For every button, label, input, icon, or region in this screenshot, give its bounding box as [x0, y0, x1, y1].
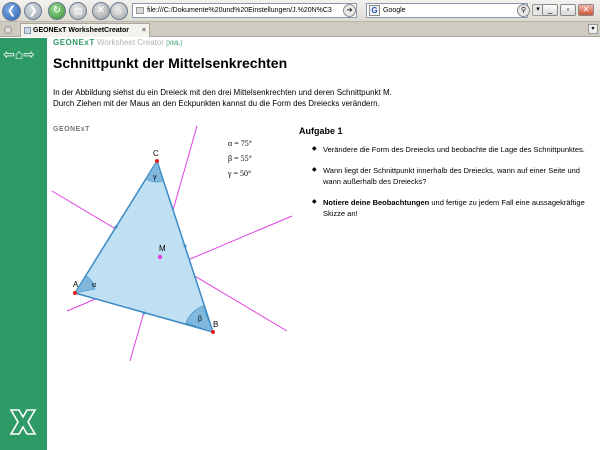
home-icon: ⌂	[116, 6, 122, 16]
point-a[interactable]	[73, 291, 77, 295]
google-icon[interactable]: G	[369, 5, 380, 16]
brand-geonext: GEONExT	[53, 38, 95, 47]
maximize-icon: ▫	[566, 5, 570, 14]
worksheet-nav-arrows[interactable]: ⇦⌂⇨	[3, 46, 35, 62]
tab-close-icon[interactable]: ×	[141, 27, 146, 34]
angle-beta-value: β = 55°	[228, 154, 252, 163]
close-window-button[interactable]	[578, 4, 594, 16]
task-item-text: und fertige zu jedem Fall eine aussagekräftige Skizze an!	[323, 198, 585, 218]
forward-arrow-icon: ❯	[28, 5, 38, 17]
minimize-button[interactable]	[542, 4, 558, 16]
stop-button[interactable]	[92, 2, 110, 20]
go-icon: ➔	[346, 7, 353, 14]
task-title: Aufgabe 1	[299, 126, 343, 136]
task-item	[299, 197, 589, 219]
page-title: Schnittpunkt der Mittelsenkrechten	[53, 55, 288, 71]
geometry-applet[interactable]	[47, 121, 297, 366]
search-placeholder: Google	[383, 7, 406, 14]
task-item-text: Verändere die Form des Dreiecks und beobachte die Lage des Schnittpunktes.	[323, 145, 585, 154]
geonext-x-icon	[9, 408, 37, 436]
sidebar	[0, 38, 47, 450]
file-icon	[136, 7, 144, 14]
search-input[interactable]	[366, 3, 528, 18]
maximize-button[interactable]	[560, 4, 576, 16]
search-icon: ⚲	[520, 7, 527, 14]
brand-xml[interactable]: [XML]	[166, 41, 182, 47]
print-icon: ▤	[73, 6, 83, 16]
home-button[interactable]	[110, 2, 128, 20]
angle-gamma-value: γ = 50°	[228, 169, 252, 178]
intro-line-1: In der Abbildung siehst du ein Dreieck mit den drei Mittelsenkrechten und deren Schnittpunkt M.	[53, 88, 392, 97]
label-b: B	[213, 320, 219, 329]
stop-icon: ✕	[96, 5, 106, 16]
search-button[interactable]	[517, 4, 530, 17]
task-item-text: Wann liegt der Schnittpunkt innerhalb des Dreiecks, wann auf einer Seite und wann außerhalb des Dreiecks?	[323, 166, 580, 186]
midpoint-ab	[143, 312, 146, 315]
label-c: C	[153, 149, 159, 158]
point-m	[158, 255, 162, 259]
tab-geonext-worksheet[interactable]	[20, 23, 150, 37]
midpoint-bc	[184, 245, 187, 248]
tab-bar	[0, 22, 600, 37]
address-text: file:///C:/Dokumente%20und%20Einstellungen/J.%20N%C3	[147, 7, 332, 14]
task-item-strong: Notiere deine Beobachtungen	[323, 198, 430, 207]
page-icon	[24, 27, 31, 34]
task-list	[299, 144, 589, 229]
address-bar[interactable]	[132, 3, 357, 18]
chevron-down-icon: ▾	[536, 6, 540, 13]
label-m: M	[159, 244, 166, 253]
task-item	[299, 144, 589, 155]
intro-line-2: Durch Ziehen mit der Maus an den Eckpunkten kannst du die Form des Dreiecks verändern.	[53, 99, 380, 108]
minimize-icon: _	[547, 5, 553, 14]
triangle-abc[interactable]	[75, 161, 213, 332]
tab-title: GEONExT WorksheetCreator	[33, 27, 129, 34]
tab-list-button[interactable]	[588, 24, 598, 34]
print-button[interactable]	[69, 2, 87, 20]
browser-toolbar	[0, 0, 600, 22]
forward-button[interactable]	[24, 2, 42, 20]
go-button[interactable]	[343, 4, 356, 17]
angle-alpha-value: α = 75°	[228, 139, 252, 148]
midpoint-ac	[115, 226, 118, 229]
chevron-down-icon: ▾	[591, 26, 595, 32]
back-button[interactable]	[2, 2, 21, 21]
point-b[interactable]	[211, 330, 215, 334]
new-tab-icon[interactable]	[4, 26, 12, 34]
reload-icon: ↻	[52, 5, 62, 16]
reload-button[interactable]	[48, 2, 66, 20]
applet-logo: GEONExT	[53, 126, 90, 133]
close-icon: ✕	[582, 5, 590, 14]
label-gamma: γ	[153, 174, 157, 181]
back-arrow-icon: ❮	[6, 5, 17, 17]
label-beta: β	[198, 316, 203, 323]
brand-header	[53, 38, 182, 47]
task-item	[299, 165, 589, 187]
point-c[interactable]	[155, 159, 159, 163]
intro-text	[53, 87, 453, 109]
label-a: A	[73, 280, 79, 289]
label-alpha: α	[92, 282, 97, 289]
brand-worksheet: Worksheet Creator	[96, 38, 164, 47]
